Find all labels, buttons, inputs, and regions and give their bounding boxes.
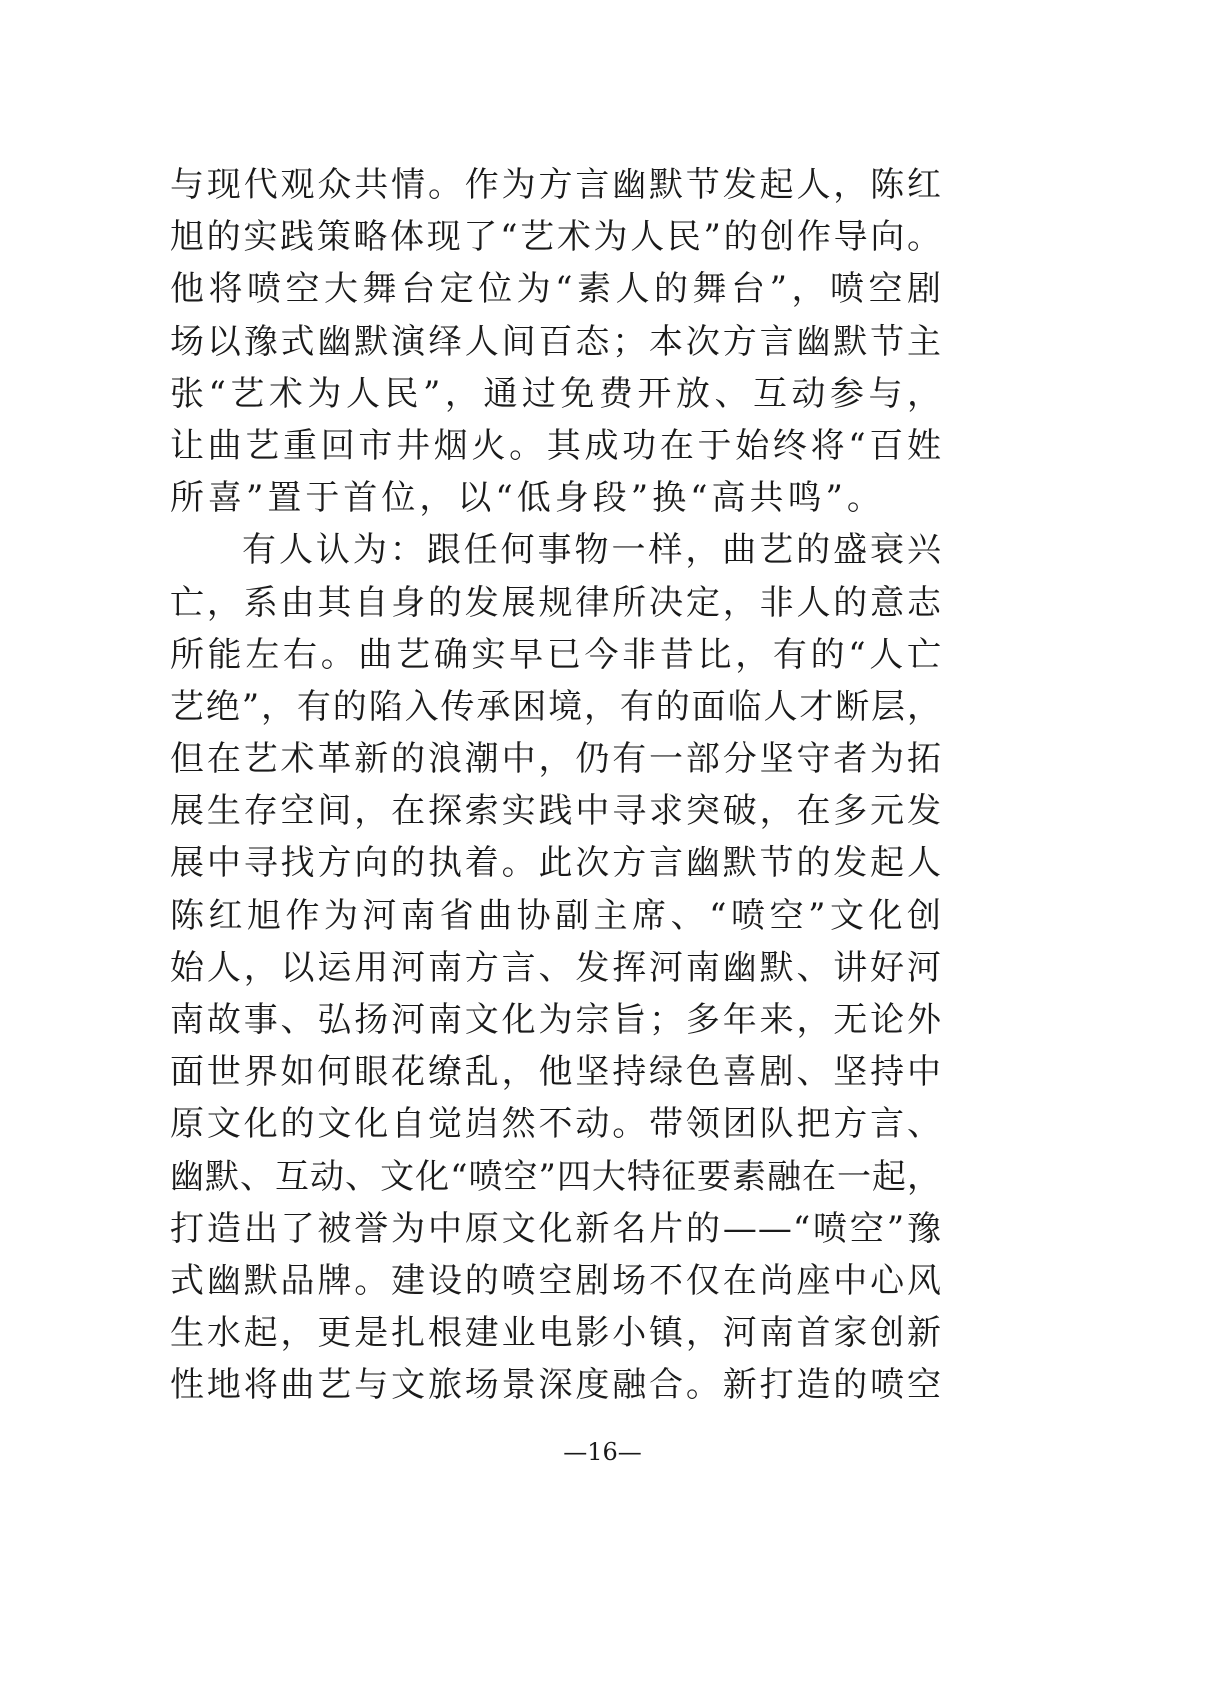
text-line: 展中寻找方向的执着。此次方言幽默节的发起人 (170, 843, 942, 884)
text-line: 打造出了被誉为中原文化新名片的——“喷空”豫 (170, 1208, 942, 1249)
text-line: 面世界如何眼花缭乱，他坚持绿色喜剧、坚持中 (170, 1052, 942, 1093)
text-line: 展生存空间，在探索实践中寻求突破，在多元发 (170, 791, 942, 832)
text-line: 式幽默品牌。建设的喷空剧场不仅在尚座中心风 (170, 1260, 942, 1301)
text-line: 南故事、弘扬河南文化为宗旨；多年来，无论外 (170, 1000, 942, 1040)
text-line: 陈红旭作为河南省曲协副主席、“喷空”文化创 (170, 895, 942, 936)
text-line: 始人，以运用河南方言、发挥河南幽默、讲好河 (170, 947, 942, 988)
page-number: —16— (563, 1438, 642, 1466)
paragraph-1 (170, 159, 942, 524)
text-line: 性地将曲艺与文旅场景深度融合。新打造的喷空 (170, 1365, 942, 1406)
text-line: 有人认为：跟任何事物一样，曲艺的盛衰兴 (242, 530, 942, 571)
text-line: 原文化的文化自觉岿然不动。带领团队把方言、 (170, 1104, 942, 1145)
paragraph-2 (170, 524, 942, 1411)
text-line: 与现代观众共情。作为方言幽默节发起人，陈红 (170, 165, 942, 205)
text-line: 他将喷空大舞台定位为“素人的舞台”，喷空剧 (170, 269, 942, 310)
text-line: 所能左右。曲艺确实早已今非昔比，有的“人亡 (170, 634, 942, 675)
body-text (170, 159, 942, 1412)
text-line: 幽默、互动、文化“喷空”四大特征要素融在一起， (170, 1156, 942, 1197)
text-line: 亡，系由其自身的发展规律所决定，非人的意志 (170, 582, 942, 623)
text-line: 生水起，更是扎根建业电影小镇，河南首家创新 (170, 1313, 942, 1354)
text-line: 但在艺术革新的浪潮中，仍有一部分坚守者为拓 (170, 739, 942, 780)
text-line: 张“艺术为人民”，通过免费开放、互动参与， (170, 373, 942, 414)
text-line: 让曲艺重回市井烟火。其成功在于始终将“百姓 (170, 425, 942, 466)
text-line: 所喜”置于首位，以“低身段”换“高共鸣”。 (170, 478, 885, 519)
text-line: 旭的实践策略体现了“艺术为人民”的创作导向。 (170, 217, 942, 258)
text-line: 场以豫式幽默演绎人间百态；本次方言幽默节主 (170, 321, 942, 362)
text-line: 艺绝”，有的陷入传承困境，有的面临人才断层， (170, 686, 942, 727)
